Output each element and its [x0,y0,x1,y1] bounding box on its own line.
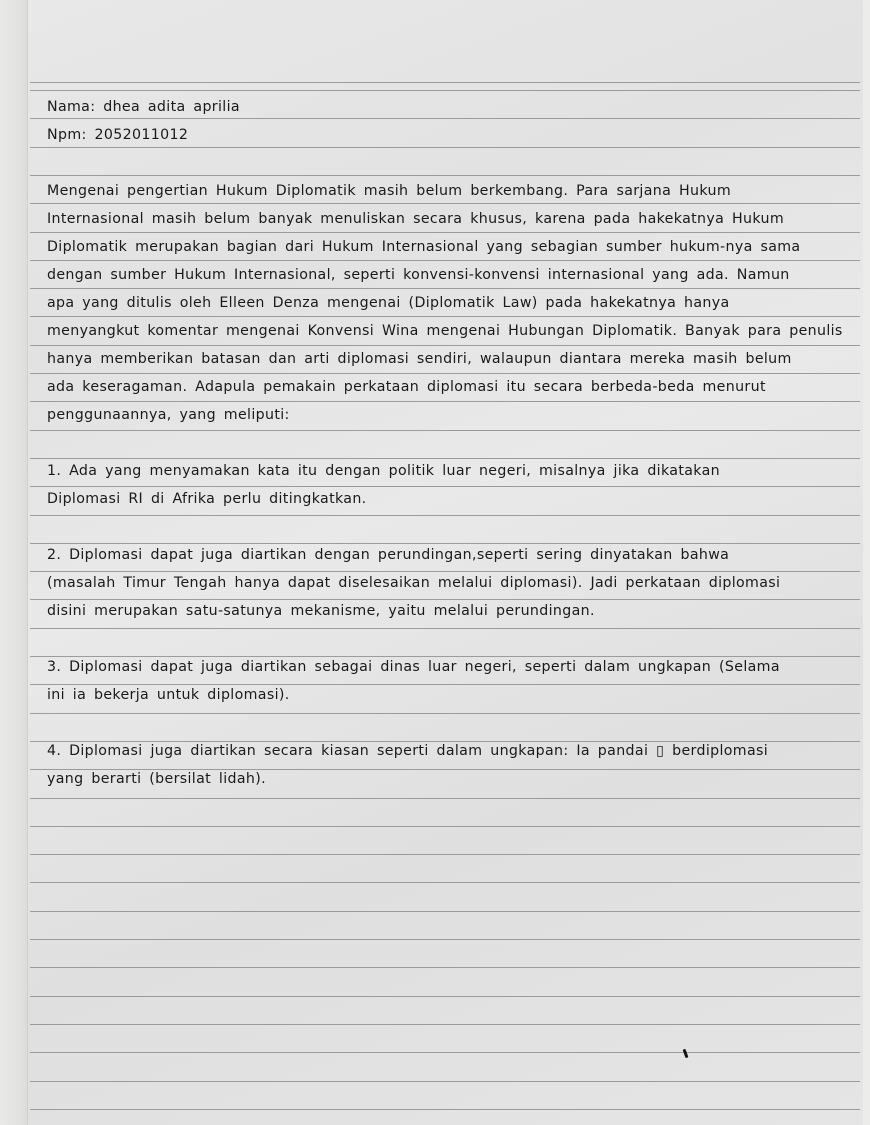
ruled-line [30,260,860,261]
ruled-line [30,203,860,204]
ruled-line [30,911,860,912]
ruled-line [30,882,860,883]
paragraph-line: Internasional masih belum banyak menuliskan secara khusus, karena pada hakekatnya Hukum [47,211,785,227]
paragraph-line: Diplomatik merupakan bagian dari Hukum Internasional yang sebagian sumber hukum-nya sama [47,239,801,255]
paragraph-line: hanya memberikan batasan dan arti diplomasi sendiri, walaupun diantara mereka masih belum [47,351,792,367]
ruled-line [30,90,860,91]
ruled-line [30,826,860,827]
ruled-line [30,996,860,997]
list-item-line: (masalah Timur Tengah hanya dapat diselesaikan melalui diplomasi). Jadi perkataan diplomasi [47,575,781,591]
ruled-line [30,1109,860,1110]
ruled-line [30,458,860,459]
list-item-line: 2. Diplomasi dapat juga diartikan dengan perundingan,seperti sering dinyatakan bahwa [47,547,730,563]
paragraph-line: menyangkut komentar mengenai Konvensi Wina mengenai Hubungan Diplomatik. Banyak para penulis [47,323,843,339]
paragraph-line: Mengenai pengertian Hukum Diplomatik masih belum berkembang. Para sarjana Hukum [47,183,732,199]
top-margin-rule [30,82,860,83]
ruled-line [30,345,860,346]
ruled-line [30,854,860,855]
ruled-line [30,401,860,402]
paragraph-line: penggunaannya, yang meliputi: [47,407,290,423]
ruled-line [30,147,860,148]
ruled-line [30,288,860,289]
ruled-line [30,798,860,799]
ruled-line [30,628,860,629]
paragraph-line: dengan sumber Hukum Internasional, seperti konvensi-konvensi internasional yang ada. Namun [47,267,790,283]
list-item-line: yang berarti (bersilat lidah). [47,771,266,787]
paragraph-line: apa yang ditulis oleh Elleen Denza mengenai (Diplomatik Law) pada hakekatnya hanya [47,295,730,311]
ruled-line [30,1052,860,1053]
name-line: Nama: dhea adita aprilia [47,99,240,115]
ruled-line [30,175,860,176]
list-item-line: 3. Diplomasi dapat juga diartikan sebagai dinas luar negeri, seperti dalam ungkapan (Selama [47,659,780,675]
ruled-line [30,430,860,431]
ruled-line [30,967,860,968]
ruled-line [30,713,860,714]
ruled-line [30,515,860,516]
list-item-line: Diplomasi RI di Afrika perlu ditingkatkan. [47,491,367,507]
ruled-line [30,232,860,233]
ruled-line [30,1024,860,1025]
ruled-line [30,118,860,119]
ruled-line [30,939,860,940]
list-item-line: disini merupakan satu-satunya mekanisme, yaitu melalui perundingan. [47,603,595,619]
list-item-line: 4. Diplomasi juga diartikan secara kiasan seperti dalam ungkapan: Ia pandai ▯ berdiplomasi [47,743,769,759]
paper-edge [863,0,870,1125]
paragraph-line: ada keseragaman. Adapula pemakain perkataan diplomasi itu secara berbeda-beda menurut [47,379,766,395]
npm-line: Npm: 2052011012 [47,127,189,143]
ruled-line [30,373,860,374]
ruled-line [30,1081,860,1082]
ruled-line [30,316,860,317]
list-item-line: 1. Ada yang menyamakan kata itu dengan politik luar negeri, misalnya jika dikatakan [47,463,720,479]
ruled-line [30,486,860,487]
list-item-line: ini ia bekerja untuk diplomasi). [47,687,290,703]
